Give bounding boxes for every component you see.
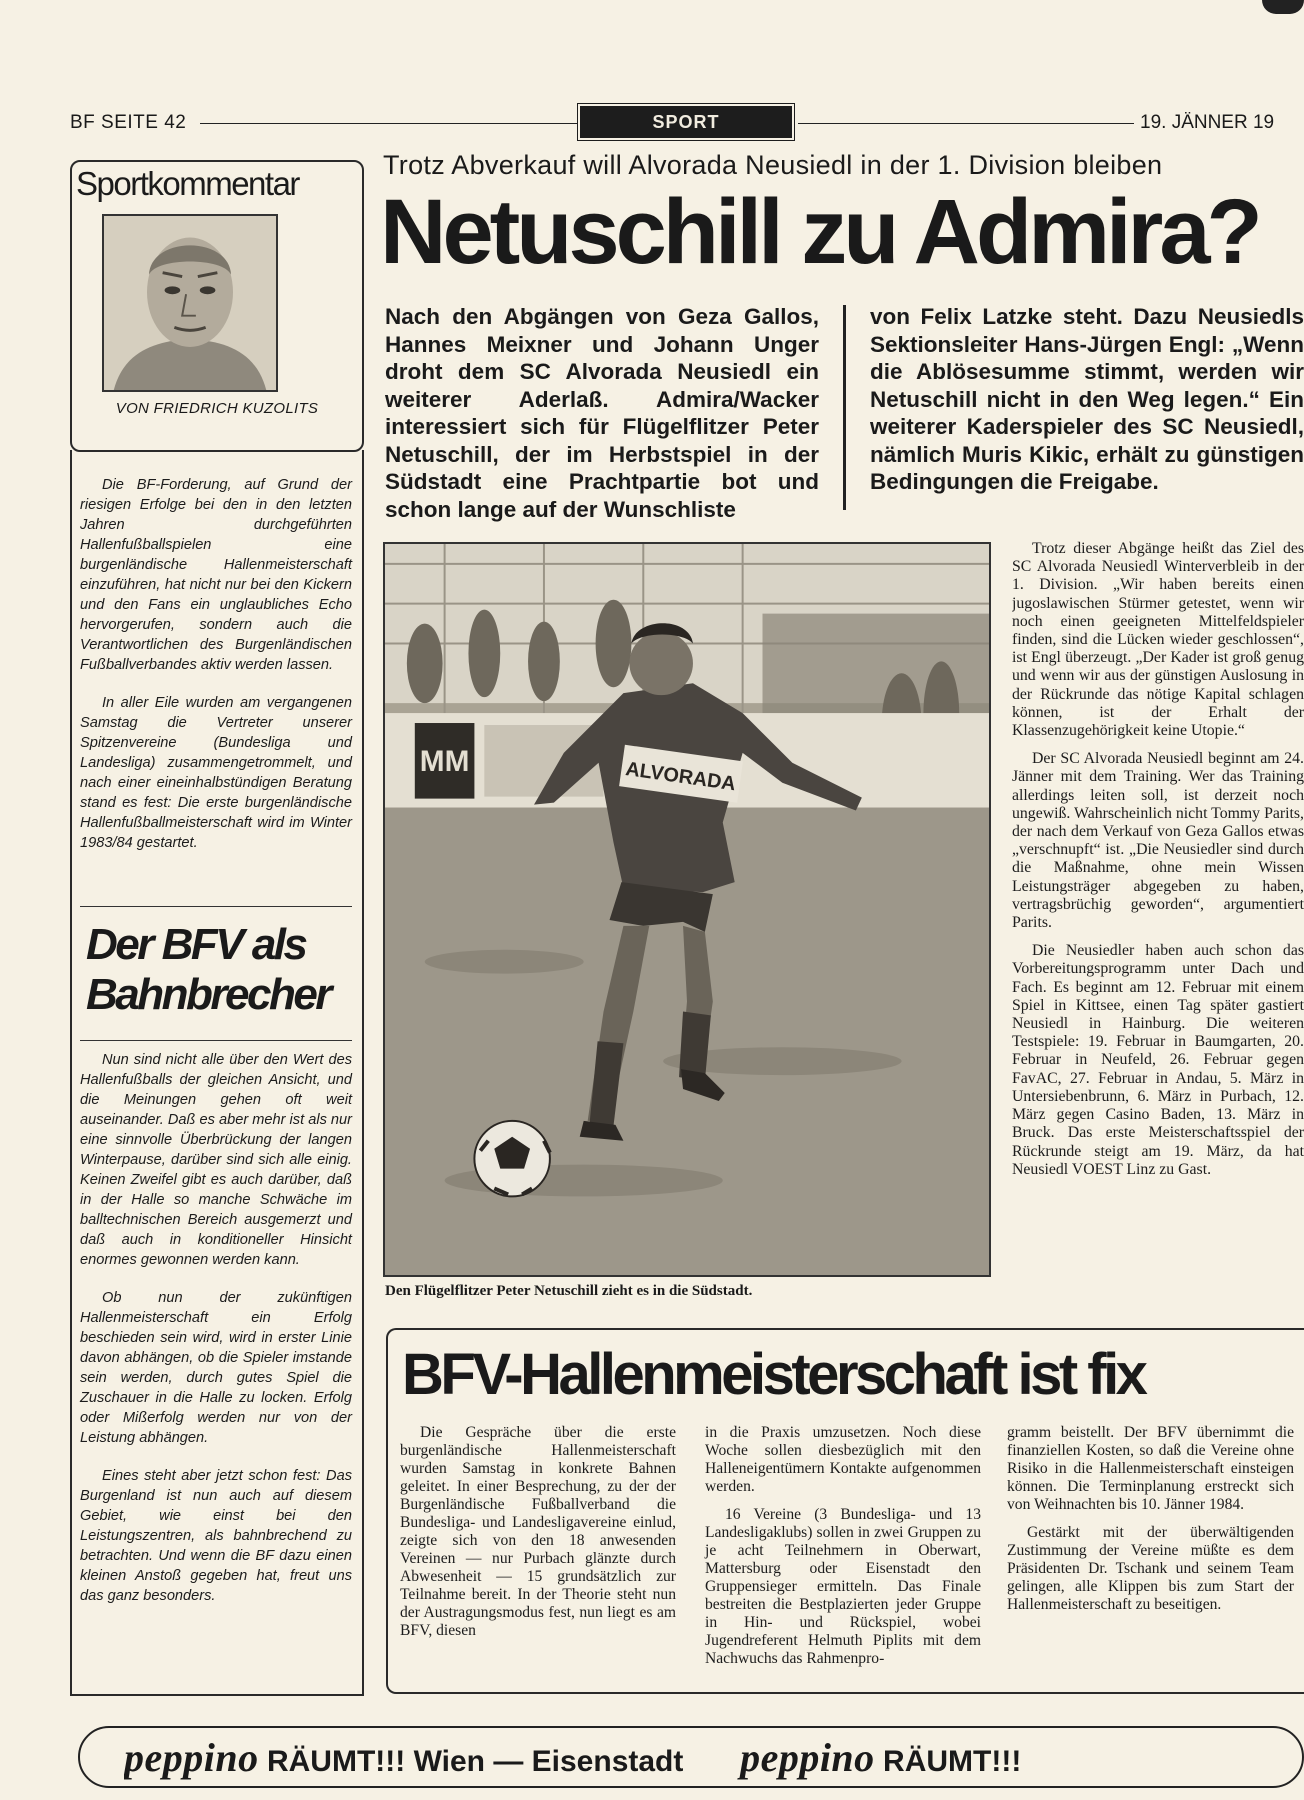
commentary-paragraph: Die BF-Forderung, auf Grund der riesigen Erfolge bei den in den letzten Jahren durchgeführten Hallenfußballspielen eine burgenländische Hallenmeisterschaft einzuführen, hat nicht nur bei den Kickern und den Fans ein unglaubliches Echo hervorgerufen, sondern auch die Verantwortlichen des Burgenländischen Fußballverbandes aktiv werden lassen. <box>80 477 352 673</box>
commentary-intro <box>80 475 352 871</box>
article-lead-right: von Felix Latzke steht. Dazu Neusiedls Sektionsleiter Hans-Jürgen Engl: „Wenn die Ablösesumme stimmt, werden wir Netuschill nicht in den Weg legen.“ Ein weiterer Kaderspieler des SC Neusiedl, nämlich Muris Kikic, erhält zu günstigen Bedingungen die Freigabe. <box>870 304 1304 494</box>
commentary-paragraph: Nun sind nicht alle über den Wert des Hallenfußballs der gleichen Ansicht, und die Meinungen gehen oft weit auseinander. Daß es aber mehr ist als nur eine sinnvolle Überbrückung der langen Winterpause, darüber sind sich alle einig. Keinen Zweifel gibt es auch darüber, daß in der Halle so manche Schwäche im balltechnischen Bereich ausgemerzt und daß auch in konditioneller Hinsicht enormes gewonnen werden kann. <box>80 1052 353 1268</box>
second-article-column-2 <box>705 1424 981 1678</box>
commentary-continued <box>80 1050 352 1624</box>
commentary-byline: VON FRIEDRICH KUZOLITS <box>115 400 319 417</box>
header-rule-left <box>200 123 578 124</box>
commentary-paragraph: Eines steht aber jetzt schon fest: Das Burgenland ist nun auch auf diesem Gebiet, wie einst bei den Leistungszentren, als bahnbrechend zu betrachten. Und wenn die BF dazu einen kleinen Anstoß gegeben hat, freut uns das ganz besonders. <box>80 1468 352 1604</box>
ad-text: RÄUMT!!! Wien — Eisenstadt <box>266 1745 684 1778</box>
ad-brand-logo: peppino <box>124 1736 259 1780</box>
portrait-image <box>104 216 276 390</box>
author-portrait <box>102 214 278 392</box>
article-paragraph: Trotz dieser Abgänge heißt das Ziel des SC Alvorada Neusiedl Winterverbleib in der 1. Division. „Wir haben bereits einen jugoslawischen Stürmer getestet, wenn wir noch einen geeigneten Mittelfeldspieler finden, sind die Lücken wieder geschlossen“, ist Engl überzeugt. „Der Kader ist groß genug und wenn wir aus der günstigen Auslosung in der Rückrunde das nötige Kapital schlagen können, ist der Erhalt der Klassenzugehörigkeit keine Utopie.“ <box>1012 540 1304 740</box>
commentary-paragraph: In aller Eile wurden am vergangenen Samstag die Vertreter unserer Spitzenvereine (Bundesliga und Landesliga) zusammengetrommelt, und nach einer eineinhalbstündigen Beratung stand es fest: Die erste burgenländische Hallenfußballmeisterschaft wird im Winter 1983/84 gestartet. <box>80 695 352 851</box>
second-article-column-1 <box>400 1424 676 1650</box>
second-article-headline: BFV-Hallenmeisterschaft ist fix <box>402 1342 1145 1407</box>
article-paragraph: Der SC Alvorada Neusiedl beginnt am 24. Jänner mit dem Training. Wer das Training allerdings leiten soll, ist derzeit noch ungewiß. Wahrscheinlich nicht Tommy Parits, der nach dem Verkauf von Geza Gallos etwas „verschnupft“ ist. „Die Neusiedler sind durch die Maßnahme, ohne mein Wissen Leistungsträger abgegeben zu haben, vertragsbrüchig geworden“, argumentiert Parits. <box>1012 750 1304 932</box>
issue-date: 19. JÄNNER 19 <box>1140 112 1275 133</box>
article-photo <box>383 542 991 1277</box>
article-body-column <box>1012 540 1304 1300</box>
commentary-subhead: Der BFV als Bahnbrecher <box>86 920 330 1019</box>
article-paragraph: 16 Vereine (3 Bundesliga- und 13 Landesligaklubs) sollen in zwei Gruppen zu je acht Teilnehmern in Oberwart, Mattersburg oder Eisenstadt den Gruppensieger ermitteln. Das Finale bestreiten die Bestplazierten jeder Gruppe in Hin- und Rückspiel, wobei Jugendreferent Helmuth Piplits mit dem Nachwuchs das Rahmenpro- <box>705 1506 981 1667</box>
photo-caption: Den Flügelflitzer Peter Netuschill zieht es in die Südstadt. <box>385 1283 753 1299</box>
ad-text: RÄUMT!!! <box>883 1745 1022 1778</box>
advertisement-content <box>124 1736 1304 1784</box>
page-corner-mark <box>1262 0 1304 14</box>
divider <box>80 1040 352 1041</box>
header-rule-right <box>798 123 1134 124</box>
lead-column-divider <box>843 305 846 510</box>
divider <box>80 906 352 907</box>
article-headline: Netuschill zu Admira? <box>380 182 1259 282</box>
commentary-title: Sportkommentar <box>76 165 299 202</box>
article-paragraph: gramm beistellt. Der BFV übernimmt die finanziellen Kosten, so daß die Vereine ohne Risiko in die Hallenmeisterschaft einsteigen können. Die Terminplanung erstreckt sich von Weihnachten bis 10. Jänner 1984. <box>1007 1424 1294 1513</box>
article-paragraph: Gestärkt mit der überwältigenden Zustimmung der Vereine müßte es dem Präsidenten Dr. Tschank und seinem Team gelingen, alle Klippen bis zum Start der Hallenmeisterschaft zu beseitigen. <box>1007 1524 1294 1613</box>
article-kicker: Trotz Abverkauf will Alvorada Neusiedl in der 1. Division bleiben <box>383 150 1163 180</box>
commentary-paragraph: Ob nun der zukünftigen Hallenmeisterschaft ein Erfolg beschieden sein wird, wird in erster Linie davon abhängen, ob die Spieler imstande sein werden, durch gutes Spiel die Zuschauer in die Halle zu locken. Erfolg oder Mißerfolg werden nur von der Leistung abhängen. <box>80 1290 352 1446</box>
page-label: BF SEITE 42 <box>70 112 187 133</box>
article-paragraph: Die Gespräche über die erste burgenländische Hallenmeisterschaft wurden Samstag in konkrete Bahnen geleitet. In einer Besprechung, zu der der Burgenländische Fußballverband die Bundesliga- und Landesligavereine einlud, zeigte sich von den 18 anwesenden Vereinen — nur Purbach glänzte durch Abwesenheit — 15 grundsätzlich zur Teilnahme bereit. In der Theorie steht nun der Austragungsmodus fest, nun liegt es am BFV, diesen <box>400 1424 676 1639</box>
second-article-column-3 <box>1007 1424 1294 1624</box>
banner-text: MM <box>419 744 470 778</box>
jersey-text: ALVORADA <box>624 758 738 796</box>
article-lead-left: Nach den Abgängen von Geza Gallos, Hannes Meixner und Johann Unger droht dem SC Alvorada Neusiedl ein weiterer Aderlaß. Admira/Wacker interessiert sich für Flügelflitzer Peter Netuschill, der im Herbstspiel in der Südstadt eine Prachtpartie bot und schon lange auf der Wunschliste <box>385 304 819 522</box>
ad-brand-logo: peppino <box>740 1736 875 1780</box>
article-paragraph: in die Praxis umzusetzen. Noch diese Woche sollen diesbezüglich mit den Halleneigentümern Kontakte aufgenommen werden. <box>705 1424 981 1495</box>
article-paragraph: Die Neusiedler haben auch schon das Vorbereitungsprogramm unter Dach und Fach. Es beginnt am 12. Februar mit einem Spiel in Kittsee, einen Tag später gastiert Neusiedl in Hainburg. Die weiteren Testspiele: 19. Februar in Baumgarten, 20. Februar in Neufeld, 26. Februar gegen FavAC, 27. Februar in Andau, 5. März in Untersiebenbrunn, 6. März in Purbach, 12. März gegen Casino Baden, 13. März in Bruck. Das erste Meisterschaftsspiel der Rückrunde steigt am 19. März, da hat Neusiedl VOEST Linz zu Gast. <box>1012 942 1304 1178</box>
section-badge: SPORT <box>580 106 792 138</box>
football-player-image <box>385 544 989 1275</box>
